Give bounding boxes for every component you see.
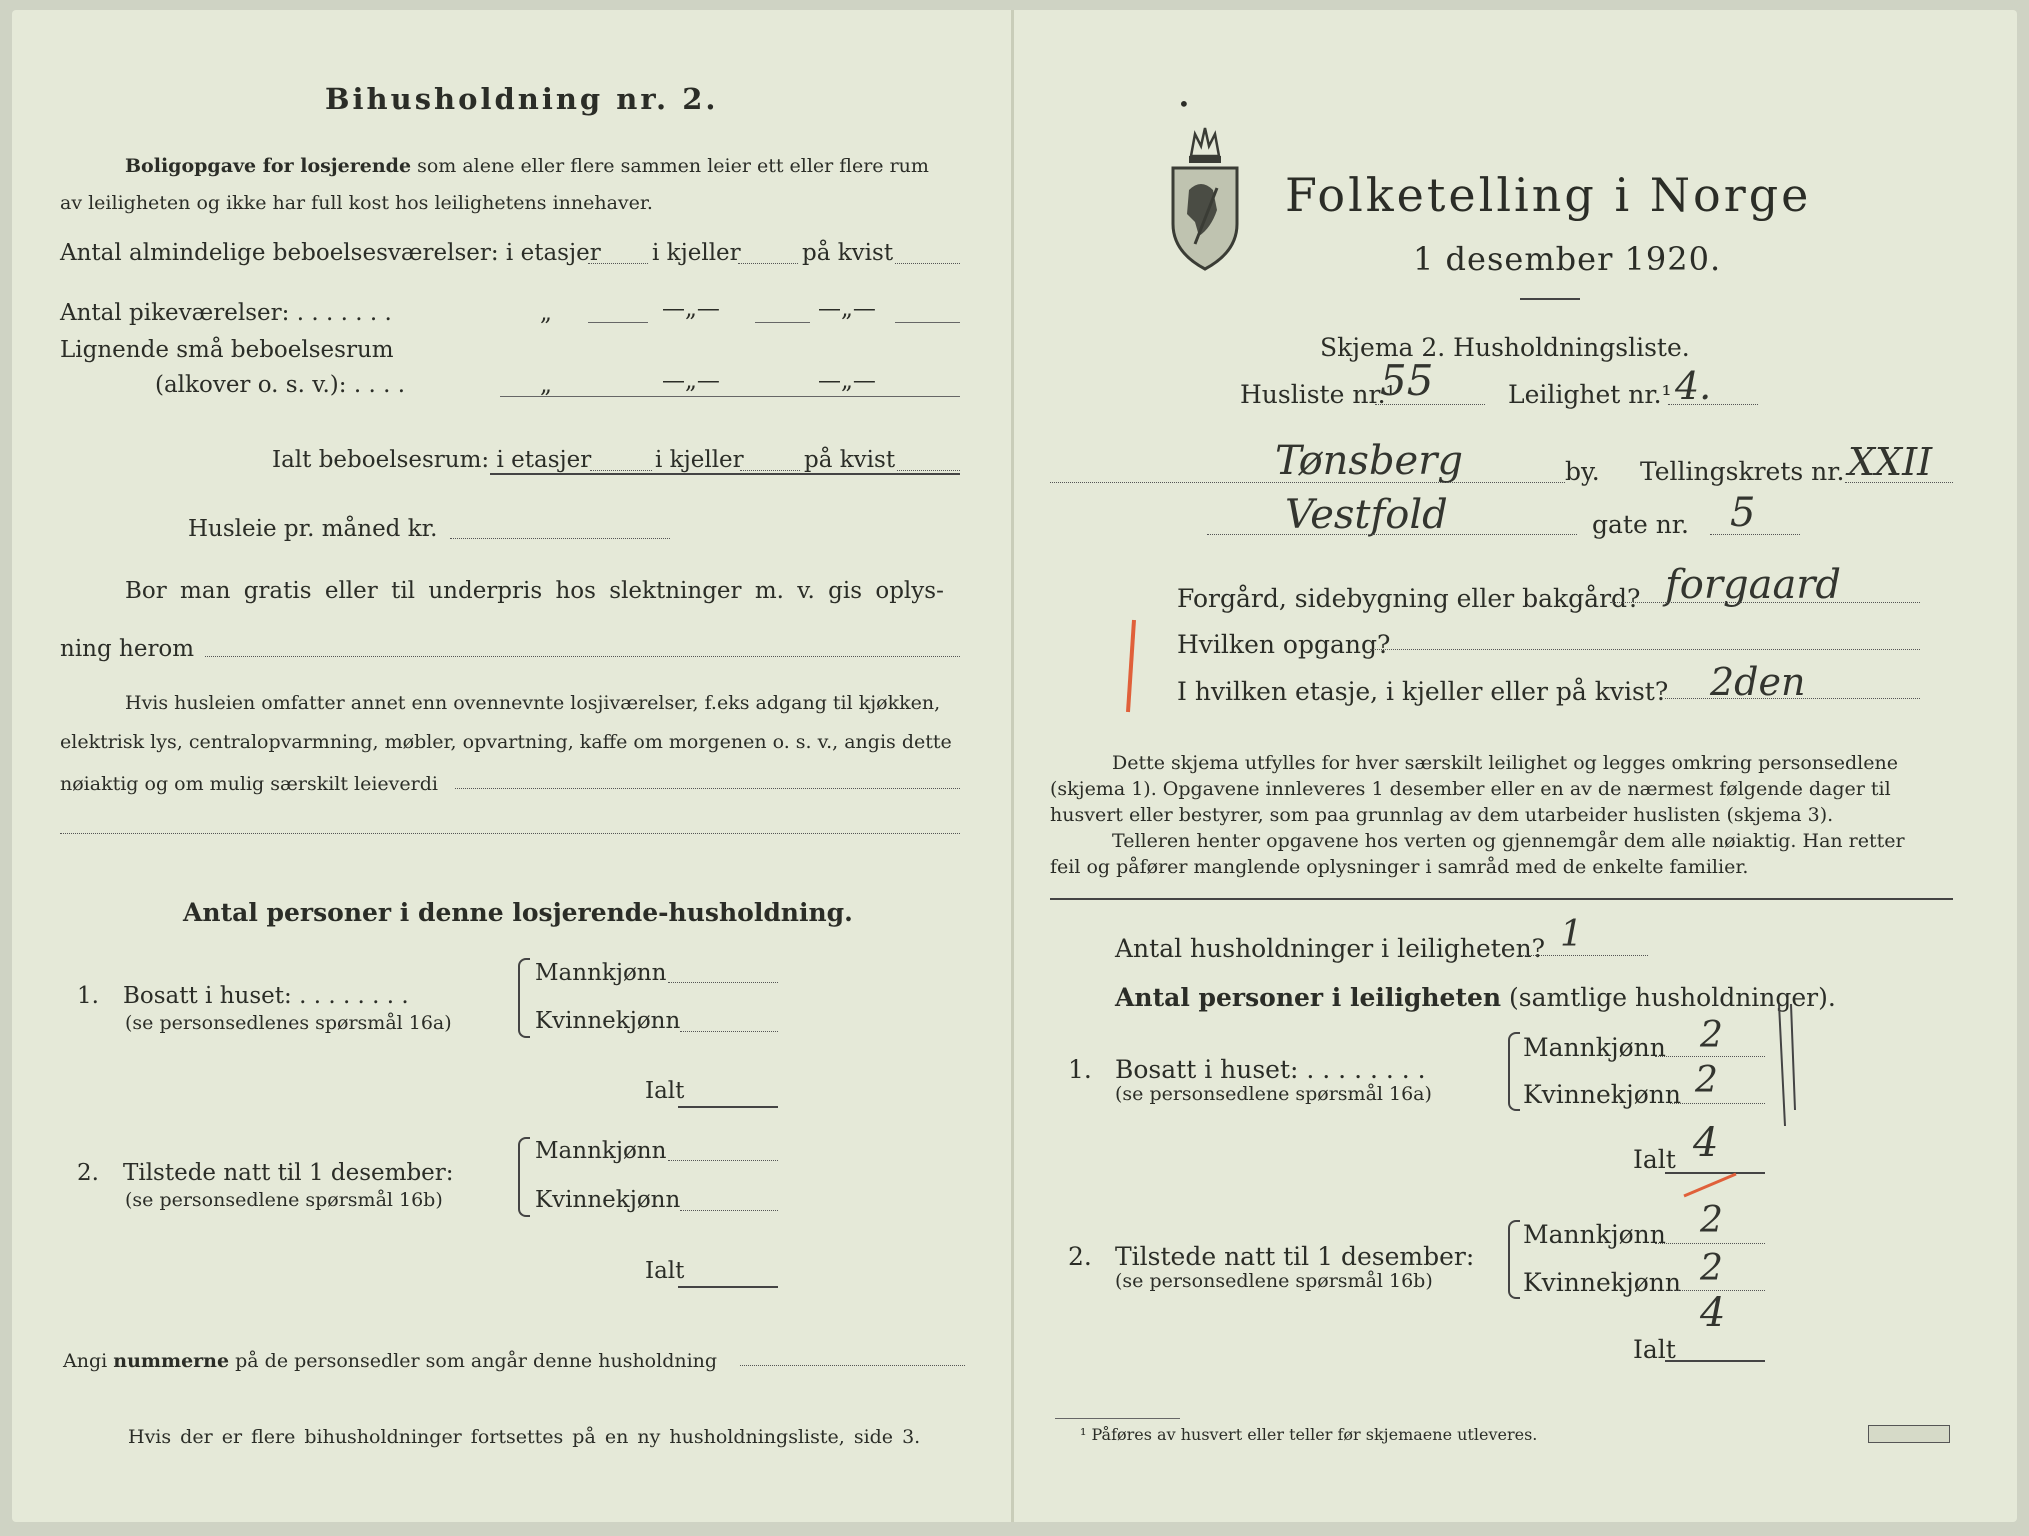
antal-hush-value: 1 — [1560, 914, 1583, 955]
right-q2-ialt-value: 4 — [1700, 1290, 1726, 1336]
skjema-label: Skjema 2. Husholdningsliste. — [1320, 333, 1690, 362]
leilighet-value: 4. — [1675, 364, 1712, 408]
right-q2-brace — [1508, 1220, 1520, 1299]
instr-line-1: Dette skjema utfylles for hver særskilt leilighet og legges omkring personsedlene — [1112, 752, 1898, 774]
husliste-value: 55 — [1380, 356, 1434, 405]
right-q2-ialt-label: Ialt — [1633, 1335, 1676, 1364]
city-field[interactable] — [1050, 482, 1565, 483]
ialt-etasjer-field[interactable] — [590, 470, 652, 471]
lignende-quote-3: —„— — [818, 368, 876, 394]
tellingskrets-field[interactable] — [1845, 482, 1953, 483]
pike-kvist-field[interactable] — [895, 322, 960, 323]
tellingskrets-label: Tellingskrets nr. — [1640, 457, 1845, 486]
left-q2-ialt-field[interactable] — [678, 1286, 778, 1288]
kjeller-label: i kjeller — [652, 240, 741, 266]
husliste-field[interactable] — [1375, 404, 1485, 405]
pike-etasjer-field[interactable] — [588, 322, 648, 323]
right-q1-brace — [1508, 1032, 1520, 1111]
right-q1-kvinne-field[interactable] — [1670, 1103, 1765, 1104]
angi-field[interactable] — [740, 1365, 965, 1366]
husliste-label: Husliste nr.¹ — [1240, 380, 1396, 409]
left-q1-kvinne-label: Kvinnekjønn — [535, 1008, 681, 1034]
gate-label: gate nr. — [1592, 510, 1689, 539]
gate-value: 5 — [1730, 490, 1756, 536]
footnote-rule — [1055, 1418, 1180, 1419]
red-check-mark — [1680, 1170, 1740, 1200]
right-q1-ialt-label: Ialt — [1633, 1145, 1676, 1174]
pike-quote-3: —„— — [818, 296, 876, 322]
right-q2-kvinne-value: 2 — [1700, 1248, 1723, 1289]
city-value: Tønsberg — [1275, 438, 1463, 484]
ialt-kvist-label: på kvist — [804, 447, 896, 473]
pencil-bracket-mark — [1775, 1000, 1799, 1130]
left-q2-brace — [518, 1137, 530, 1217]
right-date: 1 desember 1920. — [1413, 240, 1722, 278]
bor-line-1: Bor man gratis eller til underpris hos slektninger m. v. gis oplys- — [125, 578, 944, 604]
ialt-kjeller-label: i kjeller — [655, 447, 744, 473]
page-fold — [1011, 10, 1014, 1522]
pike-quote-2: —„— — [662, 296, 720, 322]
right-q2-label: Tilstede natt til 1 desember: — [1115, 1242, 1475, 1271]
etasje-label: I hvilken etasje, i kjeller eller på kvist? — [1177, 677, 1669, 706]
left-q1-ialt-label: Ialt — [645, 1078, 685, 1104]
gate-field[interactable] — [1710, 534, 1800, 535]
right-q1-mann-field[interactable] — [1655, 1056, 1765, 1057]
left-q2-kvinne-field[interactable] — [680, 1210, 778, 1211]
left-footer: Hvis der er flere bihusholdninger fortsettes på en ny husholdningsliste, side 3. — [128, 1426, 921, 1448]
right-q2-sub: (se personsedlene spørsmål 16b) — [1115, 1270, 1433, 1292]
left-q1-kvinne-field[interactable] — [680, 1031, 778, 1032]
left-q1-sub: (se personsedlenes spørsmål 16a) — [125, 1012, 452, 1034]
ialt-kvist-field[interactable] — [897, 470, 960, 471]
mark-dot: • — [1178, 92, 1190, 116]
left-q1-mann-field[interactable] — [668, 982, 778, 983]
lignende-label-2: (alkover o. s. v.): . . . . — [155, 372, 406, 398]
angi-line: Angi nummerne på de personsedler som angår denne husholdning — [63, 1350, 718, 1372]
left-q2-label: Tilstede natt til 1 desember: — [123, 1160, 454, 1186]
right-q2-num: 2. — [1068, 1242, 1092, 1271]
intro-line-1: Boligopgave for losjerende som alene eller flere sammen leier ett eller flere rum — [125, 155, 929, 177]
left-title: Bihusholdning nr. 2. — [325, 82, 719, 116]
pike-quote-1: „ — [540, 300, 552, 326]
date-rule — [1520, 298, 1580, 300]
right-q1-sub: (se personsedlene spørsmål 16a) — [1115, 1083, 1432, 1105]
hvis-line-3: nøiaktig og om mulig særskilt leieverdi — [60, 773, 438, 795]
by-label: by. — [1565, 457, 1600, 486]
right-q1-kvinne-label: Kvinnekjønn — [1523, 1080, 1681, 1109]
left-q1-mann-label: Mannkjønn — [535, 960, 667, 986]
etasje-field[interactable] — [1665, 698, 1920, 699]
right-title: Folketelling i Norge — [1285, 168, 1812, 222]
right-q1-mann-label: Mannkjønn — [1523, 1033, 1666, 1062]
instr-line-5: feil og påfører manglende oplysninger i samråd med de enkelte familier. — [1050, 856, 1749, 878]
leilighet-label: Leilighet nr.¹ — [1508, 380, 1672, 409]
left-q2-ialt-label: Ialt — [645, 1258, 685, 1284]
etasjer-field[interactable] — [588, 263, 648, 264]
bor-line-2: ning herom — [60, 636, 195, 662]
ialt-rum-underline — [490, 473, 960, 475]
right-q1-ialt-value: 4 — [1693, 1120, 1719, 1166]
right-q2-mann-value: 2 — [1700, 1200, 1723, 1241]
instr-line-3: husvert eller bestyrer, som paa grunnlag av dem utarbeider huslisten (skjema 3). — [1050, 804, 1834, 826]
opgang-label: Hvilken opgang? — [1177, 630, 1391, 659]
antal-alm-label: Antal almindelige beboelsesværelser: i etasjer — [60, 240, 601, 266]
left-q1-brace — [518, 958, 530, 1038]
forgaard-value: forgaard — [1665, 562, 1842, 608]
street-field[interactable] — [1207, 534, 1577, 535]
intro-line-2: av leiligheten og ikke har full kost hos leilighetens innehaver. — [60, 192, 653, 214]
husleie-field[interactable] — [450, 538, 670, 539]
coat-of-arms-icon — [1165, 124, 1245, 272]
forgaard-field[interactable] — [1610, 602, 1920, 603]
left-q2-mann-field[interactable] — [668, 1160, 778, 1161]
instr-line-2: (skjema 1). Opgavene innleveres 1 desember eller en av de nærmest følgende dager til — [1050, 778, 1891, 800]
lignende-quote-1: „ — [540, 372, 552, 398]
ialt-kjeller-field[interactable] — [740, 470, 800, 471]
right-q1-mann-value: 2 — [1700, 1015, 1723, 1056]
right-q1-label: Bosatt i huset: . . . . . . . . — [1115, 1055, 1426, 1084]
kjeller-field[interactable] — [738, 263, 798, 264]
right-q2-ialt-field[interactable] — [1665, 1360, 1765, 1362]
lignende-quote-2: —„— — [662, 368, 720, 394]
lignende-label-1: Lignende små beboelsesrum — [60, 337, 394, 363]
pike-label: Antal pikeværelser: . . . . . . . — [60, 300, 392, 326]
left-q2-sub: (se personsedlene spørsmål 16b) — [125, 1189, 443, 1211]
right-q2-mann-label: Mannkjønn — [1523, 1220, 1666, 1249]
antal-hush-label: Antal husholdninger i leiligheten? — [1115, 934, 1546, 963]
left-q1-num: 1. — [77, 983, 99, 1009]
ialt-rum-label: Ialt beboelsesrum: i etasjer — [272, 447, 592, 473]
street-value: Vestfold — [1285, 492, 1448, 538]
left-q1-ialt-field[interactable] — [678, 1106, 778, 1108]
husleie-label: Husleie pr. måned kr. — [188, 516, 438, 542]
kvist-field[interactable] — [895, 263, 960, 264]
forgaard-label: Forgård, sidebygning eller bakgård? — [1177, 584, 1641, 613]
hvis-line-2: elektrisk lys, centralopvarmning, møbler, opvartning, kaffe om morgenen o. s. v., angis dette — [60, 731, 952, 753]
instr-line-4: Telleren henter opgavene hos verten og gjennemgår dem alle nøiaktig. Han retter — [1112, 830, 1905, 852]
hvis-line-1: Hvis husleien omfatter annet enn ovennevnte losjiværelser, f.eks adgang til kjøkken, — [125, 692, 941, 714]
leieverdi-field-2[interactable] — [60, 833, 960, 834]
printer-stamp — [1868, 1425, 1950, 1443]
instr-rule — [1050, 898, 1953, 900]
leieverdi-field[interactable] — [455, 788, 960, 789]
right-q1-kvinne-value: 2 — [1695, 1060, 1718, 1101]
left-q2-kvinne-label: Kvinnekjønn — [535, 1187, 681, 1213]
leilighet-field[interactable] — [1668, 404, 1758, 405]
right-q1-num: 1. — [1068, 1055, 1092, 1084]
lignende-underline — [500, 396, 960, 397]
red-pencil-mark — [1120, 618, 1140, 714]
etasje-value: 2den — [1710, 660, 1806, 704]
right-q2-kvinne-label: Kvinnekjønn — [1523, 1268, 1681, 1297]
pike-kjeller-field[interactable] — [755, 322, 810, 323]
antal-pers-line: Antal personer i leiligheten (samtlige husholdninger). — [1115, 983, 1836, 1012]
left-q1-label: Bosatt i huset: . . . . . . . . — [123, 983, 409, 1009]
bor-field[interactable] — [205, 656, 960, 657]
left-q2-mann-label: Mannkjønn — [535, 1138, 667, 1164]
left-q2-num: 2. — [77, 1160, 99, 1186]
left-antal-personer-heading: Antal personer i denne losjerende-husholdning. — [183, 898, 853, 927]
opgang-field[interactable] — [1370, 649, 1920, 650]
right-q2-mann-field[interactable] — [1655, 1243, 1765, 1244]
kvist-label: på kvist — [802, 240, 894, 266]
tellingskrets-value: XXII — [1848, 440, 1933, 484]
antal-hush-field[interactable] — [1518, 955, 1648, 956]
footnote: ¹ Påføres av husvert eller teller før skjemaene utleveres. — [1080, 1425, 1538, 1444]
